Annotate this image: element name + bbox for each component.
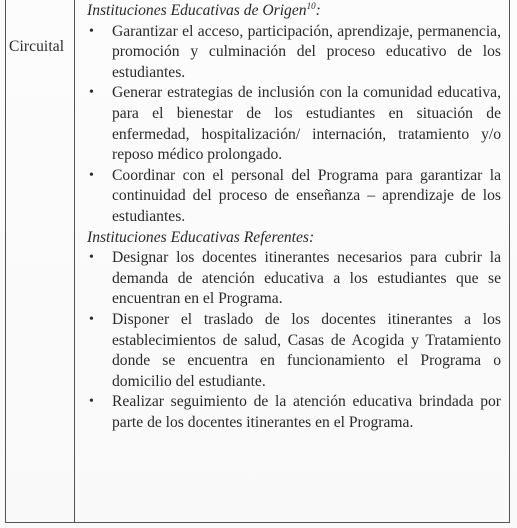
section-heading-colon: :	[315, 2, 321, 19]
list-item	[87, 392, 501, 433]
bullet-icon: •	[89, 311, 94, 327]
bullet-icon: •	[89, 394, 94, 410]
list-item	[87, 83, 501, 165]
list-item-text: Disponer el traslado de los docentes itinerantes a los establecimientos de salud, Casas de Acogida y Tratamiento donde se encuentra en funcionamiento el Programa o domicilio del estudiante.	[112, 310, 501, 390]
bullet-icon: •	[89, 85, 94, 101]
list-item	[87, 22, 501, 84]
list-item	[87, 310, 501, 392]
list-item-text: Designar los docentes itinerantes necesarios para cubrir la demanda de atención educativa a los estudiantes que se encuentran en el Programa.	[112, 249, 501, 308]
footnote-reference: 10	[306, 1, 316, 11]
list-item-text: Generar estrategias de inclusión con la comunidad educativa, para el bienestar de los estudiantes en situación de enfermedad, hospitalización/ internación, tratamiento y/o reposo médico prolongado.	[112, 84, 501, 164]
responsibilities-table	[5, 0, 510, 523]
section-heading-origen	[87, 1, 501, 22]
list-item-text: Realizar seguimiento de la atención educativa brindada por parte de los docentes itinerantes en el Programa.	[112, 393, 501, 431]
list-item	[87, 166, 501, 228]
section-heading-referentes: Instituciones Educativas Referentes:	[87, 228, 315, 246]
responsibilities-cell	[87, 1, 501, 433]
list-item-text: Garantizar el acceso, participación, aprendizaje, permanencia, promoción y culminación del proceso educativo de los estudiantes.	[112, 22, 501, 81]
bullet-icon: •	[89, 250, 94, 266]
bullet-icon: •	[89, 23, 94, 39]
list-item-text: Coordinar con el personal del Programa para garantizar la continuidad del proceso de enseñanza – aprendizaje de los estudiantes.	[112, 166, 501, 225]
section-heading-text: Instituciones Educativas de Origen	[87, 2, 307, 19]
column-divider	[74, 0, 75, 522]
list-item	[87, 248, 501, 310]
referentes-list	[87, 248, 501, 433]
bullet-icon: •	[89, 167, 94, 183]
origen-list	[87, 22, 501, 228]
row-label-circuital: Circuital	[9, 38, 65, 55]
